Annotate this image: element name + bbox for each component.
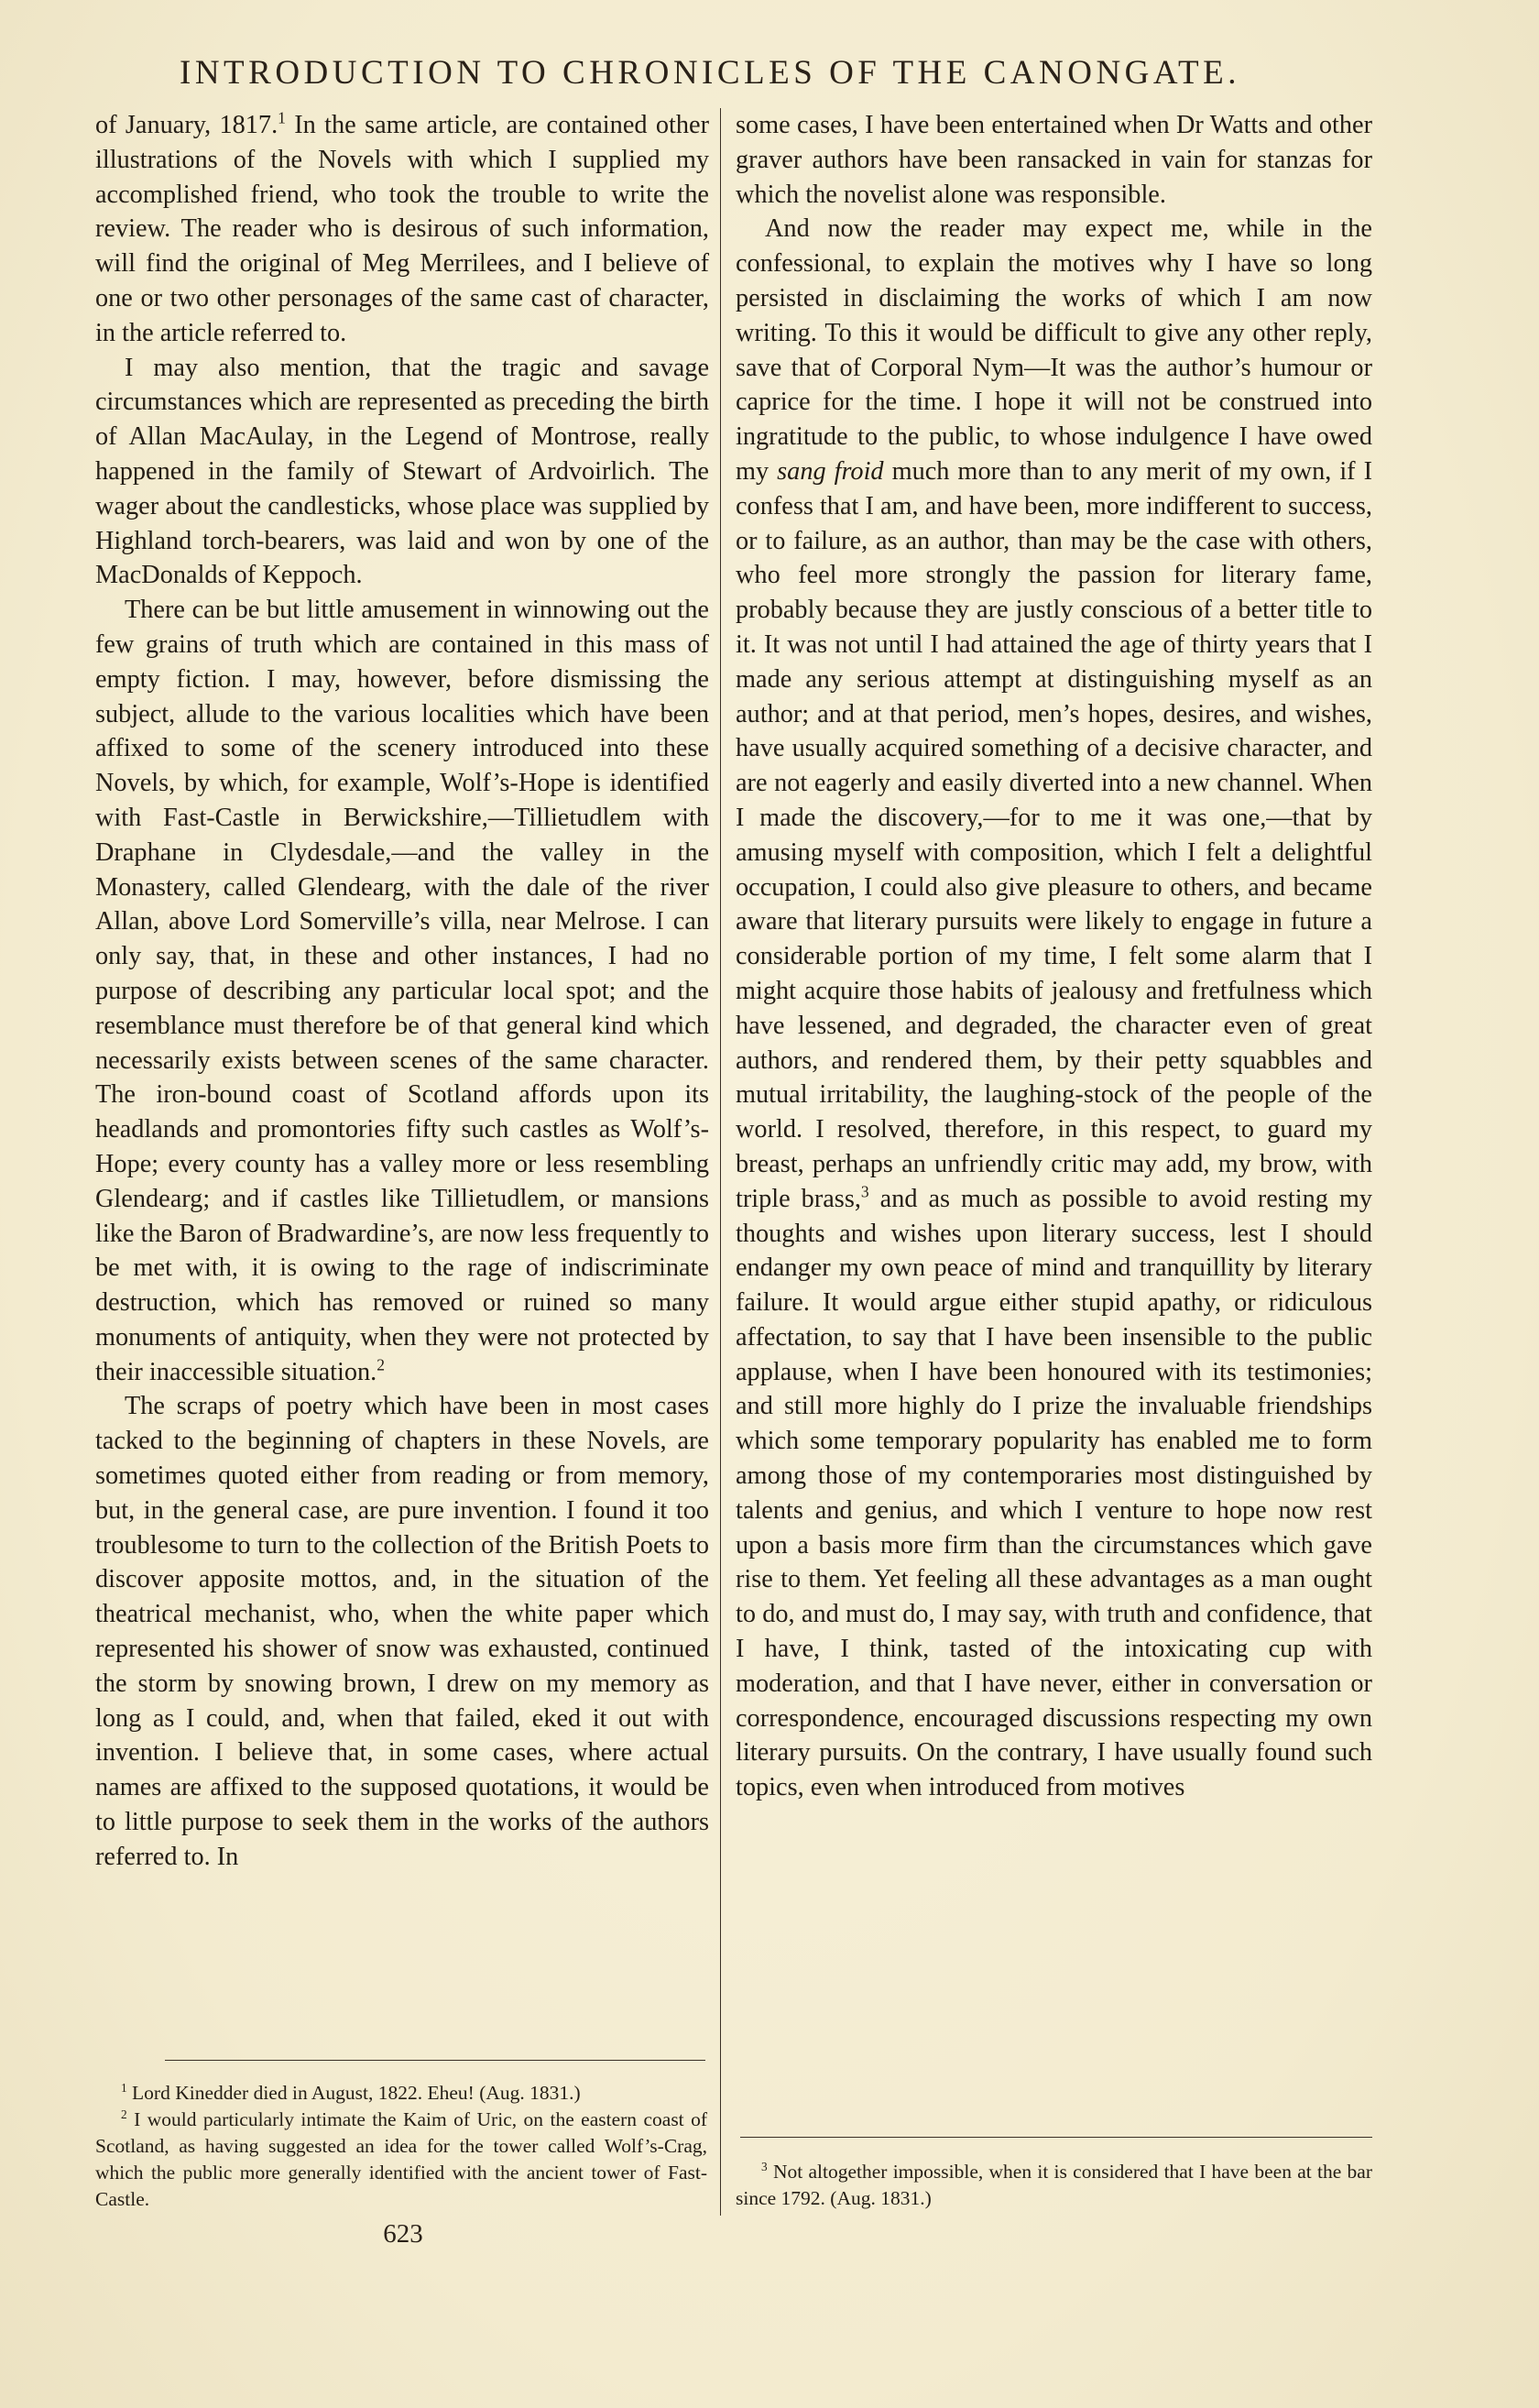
- left-paragraph-3-text: There can be but little amusement in winnowing out the few grains of truth which are contained in this mass of empty fiction. I may, however, before dismissing the subject, allude to the various localities which have been affixed to some of the scenery introduced into these Novels, by which, for example, Wolf’s-Hope is identified with Fast-Castle in Berwickshire,—Tillietudlem with Draphane in Clydesdale,—and the valley in the Monastery, called Glendearg, with the dale of the river Allan, above Lord Somerville’s villa, near Melrose. I can only say, that, in these and other instances, I had no purpose of describing any particular local spot; and the resemblance must therefore be of that general kind which necessarily exists between scenes of the same character. The iron-bound coast of Scotland affords upon its headlands and promontories fifty such castles as Wolf’s-Hope; every county has a valley more or less resembling Glendearg; and if castles like Tillietudlem, or mansions like the Baron of Bradwardine’s, are now less frequently to be met with, it is owing to the rage of indiscriminate destruction, which has removed or ruined so many monuments of antiquity, when they were not protected by their inaccessible situation.: [95, 596, 709, 1386]
- footnote-1-mark: 1: [121, 2080, 127, 2095]
- footnotes-right: [736, 2159, 1372, 2212]
- column-divider: [720, 108, 721, 2216]
- left-column: [95, 108, 709, 1875]
- left-paragraph-1: [95, 108, 709, 351]
- page-number: 623: [383, 2219, 423, 2249]
- left-paragraph-2: I may also mention, that the tragic and savage circumstances which are represented as preceding the birth of Allan MacAulay, in the Legend of Montrose, really happened in the family of Stewart of Ardvoirlich. The wager about the candlesticks, whose place was supplied by Highland torch-bearers, was laid and won by one of the MacDonalds of Keppoch.: [95, 353, 709, 590]
- italic-phrase: sang froid: [777, 456, 884, 486]
- right-paragraph-2-part-b: much more than to any merit of my own, if I confess that I am, and have been, more indifferent to success, or to failure, as an author, than may be the case with others, who feel more strongly the passion for literary fame, probably because they are justly conscious of a better title to it. It was not until I had attained the age of thirty years that I made any serious attempt at distinguishing myself as an author; and at that period, men’s hopes, desires, and wishes, have usually acquired something of a decisive character, and are not eagerly and easily diverted into a new channel. When I made the discovery,—for to me it was one,—that by amusing myself with composition, which I felt a delightful occupation, I could also give pleasure to others, and became aware that literary pursuits were likely to engage in future a considerable portion of my time, I felt some alarm that I might acquire those habits of jealousy and fretfulness which have lessened, and degraded, the character even of great authors, and rendered them, by their petty squabbles and mutual irritability, the laughing-stock of the people of the world. I resolved, therefore, in this respect, to guard my breast, perhaps an unfriendly critic may add, my brow, with triple brass,: [736, 456, 1373, 1213]
- footnote-divider-left: [165, 2060, 705, 2061]
- footnote-2-mark: 2: [121, 2107, 127, 2121]
- footnote-1-text: Lord Kinedder died in August, 1822. Eheu! (Aug. 1831.): [126, 2082, 581, 2104]
- footnote-1: [95, 2080, 707, 2107]
- footnote-3: [736, 2159, 1372, 2212]
- running-title: INTRODUCTION TO CHRONICLES OF THE CANONGATE.: [180, 54, 1240, 92]
- footnote-ref-2: 2: [377, 1355, 386, 1374]
- left-paragraph-4: The scraps of poetry which have been in most cases tacked to the beginning of chapters in these Novels, are sometimes quoted either from reading or from memory, but, in the general case, are pure invention. I found it too troublesome to turn to the collection of the British Poets to discover apposite mottos, and, in the situation of the theatrical mechanist, who, when the white paper which represented his shower of snow was exhausted, continued the storm by snowing brown, I drew on my memory as long as I could, and, when that failed, eked it out with invention. I believe that, in some cases, where actual names are affixed to the supposed quotations, it would be to little purpose to seek them in the works of the authors referred to. In: [95, 1392, 709, 1871]
- right-paragraph-2: [736, 212, 1372, 1805]
- left-paragraph-1-start: of January, 1817.: [95, 111, 278, 139]
- footnote-divider-right: [740, 2137, 1372, 2138]
- footnote-ref-1: 1: [278, 108, 286, 127]
- right-paragraph-1: some cases, I have been entertained when Dr Watts and other graver authors have been ransacked in vain for stanzas for which the novelist alone was responsible.: [736, 111, 1372, 209]
- left-paragraph-1-rest: In the same article, are contained other illustrations of the Novels with which I supplied my accomplished friend, who took the trouble to write the review. The reader who is desirous of such information, will find the original of Meg Merrilees, and I believe of one or two other personages of the same cast of character, in the article referred to.: [95, 111, 709, 347]
- footnote-2: [95, 2107, 707, 2213]
- right-paragraph-2-part-a: And now the reader may expect me, while in the confessional, to explain the motives why I have so long persisted in disclaiming the works of which I am now writing. To this it would be difficult to give any other reply, save that of Corporal Nym—It was the author’s humour or caprice for the time. I hope it will not be construed into ingratitude to the public, to whose indulgence I have owed my: [736, 214, 1372, 486]
- left-paragraph-3: [95, 593, 709, 1389]
- footnote-3-mark: 3: [761, 2159, 768, 2173]
- right-paragraph-2-part-c: and as much as possible to avoid resting my thoughts and wishes upon literary success, lest I should endanger my own peace of mind and tranquillity by literary failure. It would argue either stupid apathy, or ridiculous affectation, to say that I have been insensible to the public applause, when I have been honoured with its testimonies; and still more highly do I prize the invaluable friendships which some temporary popularity has enabled me to form among those of my contemporaries most distinguished by talents and genius, and which I venture to hope now rest upon a basis more firm than the circumstances which gave rise to them. Yet feeling all these advantages as a man ought to do, and must do, I may say, with truth and confidence, that I have, I think, tasted of the intoxicating cup with moderation, and that I have never, either in conversation or correspondence, encouraged discussions respecting my own literary pursuits. On the contrary, I have usually found such topics, even when introduced from motives: [736, 1184, 1372, 1802]
- footnote-3-text: Not altogether impossible, when it is considered that I have been at the bar since 1792. (Aug. 1831.): [736, 2161, 1372, 2209]
- footnote-2-text: I would particularly intimate the Kaim of Uric, on the eastern coast of Scotland, as having suggested an idea for the tower called Wolf’s-Crag, which the public more generally identified with the ancient tower of Fast-Castle.: [95, 2108, 707, 2210]
- right-column: [736, 108, 1372, 1805]
- footnote-ref-3: 3: [860, 1182, 869, 1201]
- footnotes-left: [95, 2080, 707, 2213]
